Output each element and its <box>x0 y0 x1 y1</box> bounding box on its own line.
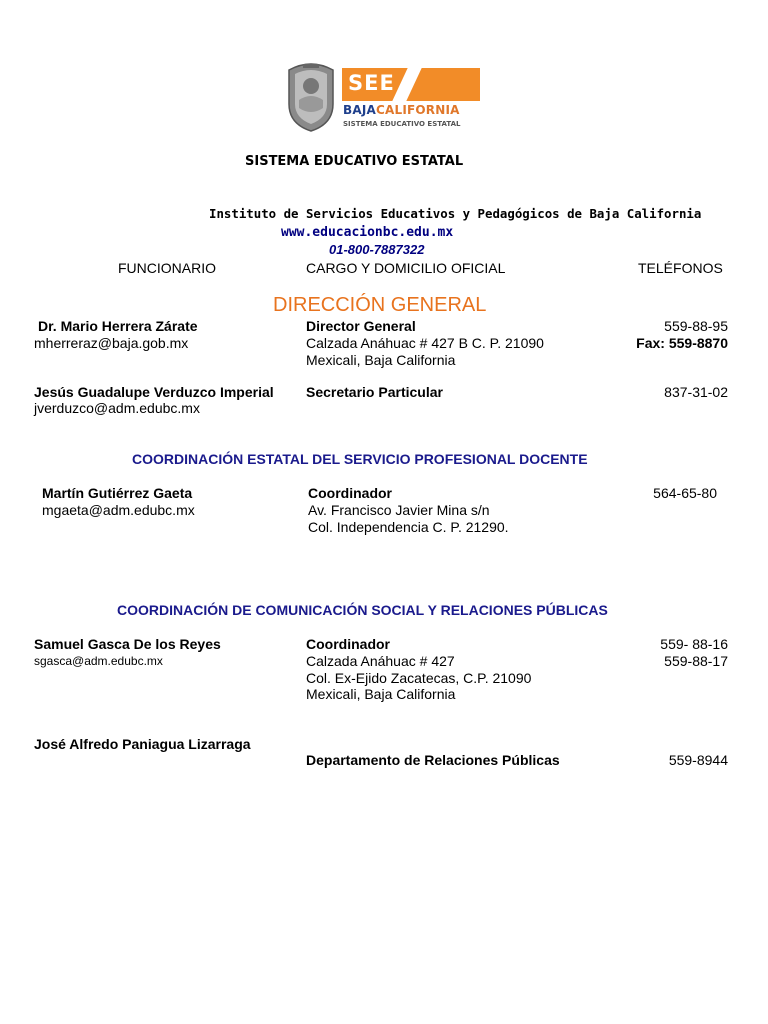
entry-name: Samuel Gasca De los Reyes <box>34 636 221 652</box>
wordmark-baja: BAJA <box>343 103 376 117</box>
website-link[interactable]: www.educacionbc.edu.mx <box>281 225 454 240</box>
toll-free-phone: 01-800-7887322 <box>329 242 425 257</box>
column-funcionario: FUNCIONARIO <box>118 260 216 276</box>
entry-address-line: Calzada Anáhuac # 427 B C. P. 21090 <box>306 335 544 351</box>
see-text: SEE <box>348 71 395 95</box>
column-telefonos: TELÉFONOS <box>638 260 723 276</box>
entry-email[interactable]: mherreraz@baja.gob.mx <box>34 335 189 351</box>
wordmark-california: CALIFORNIA <box>376 103 460 117</box>
page-title: SISTEMA EDUCATIVO ESTATAL <box>245 154 464 169</box>
entry-cargo: Coordinador <box>308 485 392 501</box>
entry-address-line: Av. Francisco Javier Mina s/n <box>308 502 490 518</box>
entry-address-line: Col. Ex-Ejido Zacatecas, C.P. 21090 <box>306 670 532 686</box>
entry-address-line: Mexicali, Baja California <box>306 352 456 368</box>
entry-name: José Alfredo Paniagua Lizarraga <box>34 736 251 752</box>
entry-phone: 559-88-17 <box>664 653 728 669</box>
baja-california-wordmark <box>343 103 460 117</box>
institute-name: Instituto de Servicios Educativos y Pedagógicos de Baja California <box>209 206 702 221</box>
entry-email[interactable]: mgaeta@adm.edubc.mx <box>42 502 195 518</box>
entry-phone: 559-88-95 <box>664 318 728 334</box>
baja-california-seal-icon <box>285 60 337 132</box>
entry-phone: 564-65-80 <box>653 485 717 501</box>
entry-cargo: Departamento de Relaciones Públicas <box>306 752 560 768</box>
entry-address-line: Col. Independencia C. P. 21290. <box>308 519 509 535</box>
entry-name: Dr. Mario Herrera Zárate <box>38 318 198 334</box>
see-badge <box>342 68 480 101</box>
entry-phone: 837-31-02 <box>664 384 728 400</box>
entry-cargo: Director General <box>306 318 416 334</box>
entry-name: Jesús Guadalupe Verduzco Imperial <box>34 384 274 400</box>
logo-slash <box>392 68 421 101</box>
entry-email[interactable]: sgasca@adm.edubc.mx <box>34 654 163 668</box>
entry-phone: 559-8944 <box>668 752 728 768</box>
see-logo <box>285 60 485 134</box>
entry-email[interactable]: jverduzco@adm.edubc.mx <box>34 400 200 416</box>
logo-subtitle: SISTEMA EDUCATIVO ESTATAL <box>343 120 461 128</box>
section-title-direccion-general: DIRECCIÓN GENERAL <box>273 294 487 316</box>
section-title-comunicacion-social: COORDINACIÓN DE COMUNICACIÓN SOCIAL Y RELACIONES PÚBLICAS <box>117 602 608 618</box>
section-title-servicio-profesional-docente: COORDINACIÓN ESTATAL DEL SERVICIO PROFESIONAL DOCENTE <box>132 451 588 467</box>
entry-address-line: Mexicali, Baja California <box>306 686 456 702</box>
entry-cargo: Coordinador <box>306 636 390 652</box>
column-cargo: CARGO Y DOMICILIO OFICIAL <box>306 260 506 276</box>
entry-name: Martín Gutiérrez Gaeta <box>42 485 193 501</box>
entry-phone: 559- 88-16 <box>660 636 728 652</box>
entry-cargo: Secretario Particular <box>306 384 443 400</box>
entry-address-line: Calzada Anáhuac # 427 <box>306 653 455 669</box>
entry-fax: Fax: 559-8870 <box>636 335 728 351</box>
